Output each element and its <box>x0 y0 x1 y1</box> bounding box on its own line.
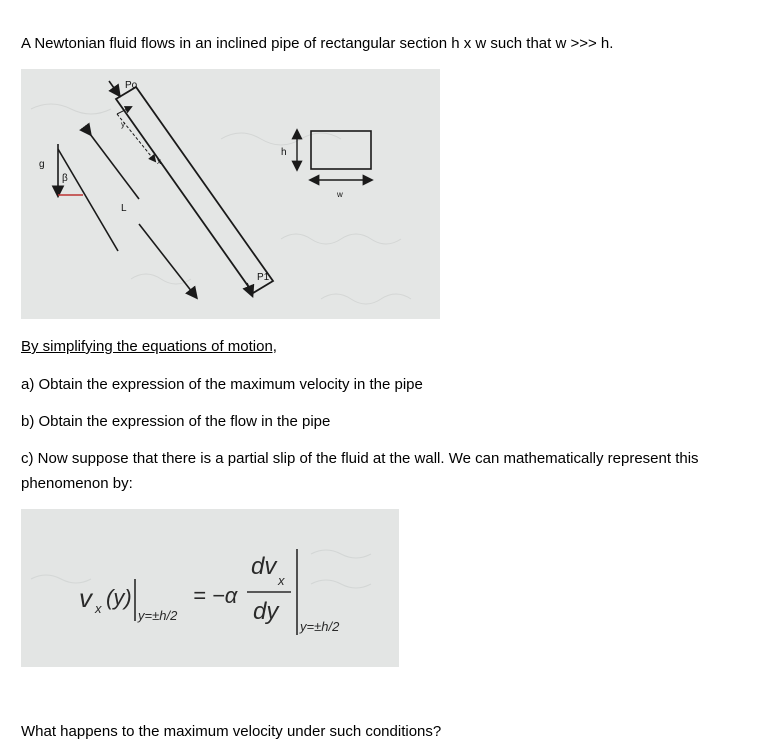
width-label: w <box>337 190 343 199</box>
velocity-symbol: v <box>79 583 92 613</box>
inclined-pipe-figure <box>21 69 440 319</box>
beta-label: β <box>62 173 68 184</box>
numerator-subscript: x <box>278 573 285 588</box>
equals-minus-alpha: = −α <box>193 583 238 608</box>
gravity-label: g <box>39 159 45 170</box>
length-label: L <box>121 203 127 214</box>
problem-intro: A Newtonian fluid flows in an inclined pipe of rectangular section h x w such that w >>> h. <box>21 35 614 52</box>
section-heading: By simplifying the equations of motion, <box>21 338 277 355</box>
outlet-pressure-label: P1 <box>257 272 270 283</box>
velocity-subscript: x <box>95 601 102 616</box>
height-label: h <box>281 147 287 158</box>
y-axis-label: y <box>121 120 125 129</box>
eval-point-right: y=±h/2 <box>300 619 340 634</box>
eval-point-left: y=±h/2 <box>138 608 178 623</box>
slip-condition-equation <box>21 509 399 667</box>
question-c: c) Now suppose that there is a partial slip of the fluid at the wall. We can mathematically represent this phenomenon by: <box>21 450 699 492</box>
velocity-argument: (y) <box>106 585 132 610</box>
question-b: b) Obtain the expression of the flow in the pipe <box>21 413 331 430</box>
final-question: What happens to the maximum velocity under such conditions? <box>21 723 442 740</box>
derivative-denominator: dy <box>253 598 279 625</box>
derivative-numerator: dv <box>251 553 277 580</box>
x-axis-label: x <box>157 157 161 166</box>
question-a: a) Obtain the expression of the maximum velocity in the pipe <box>21 376 423 393</box>
inlet-pressure-label: Po <box>125 80 138 91</box>
